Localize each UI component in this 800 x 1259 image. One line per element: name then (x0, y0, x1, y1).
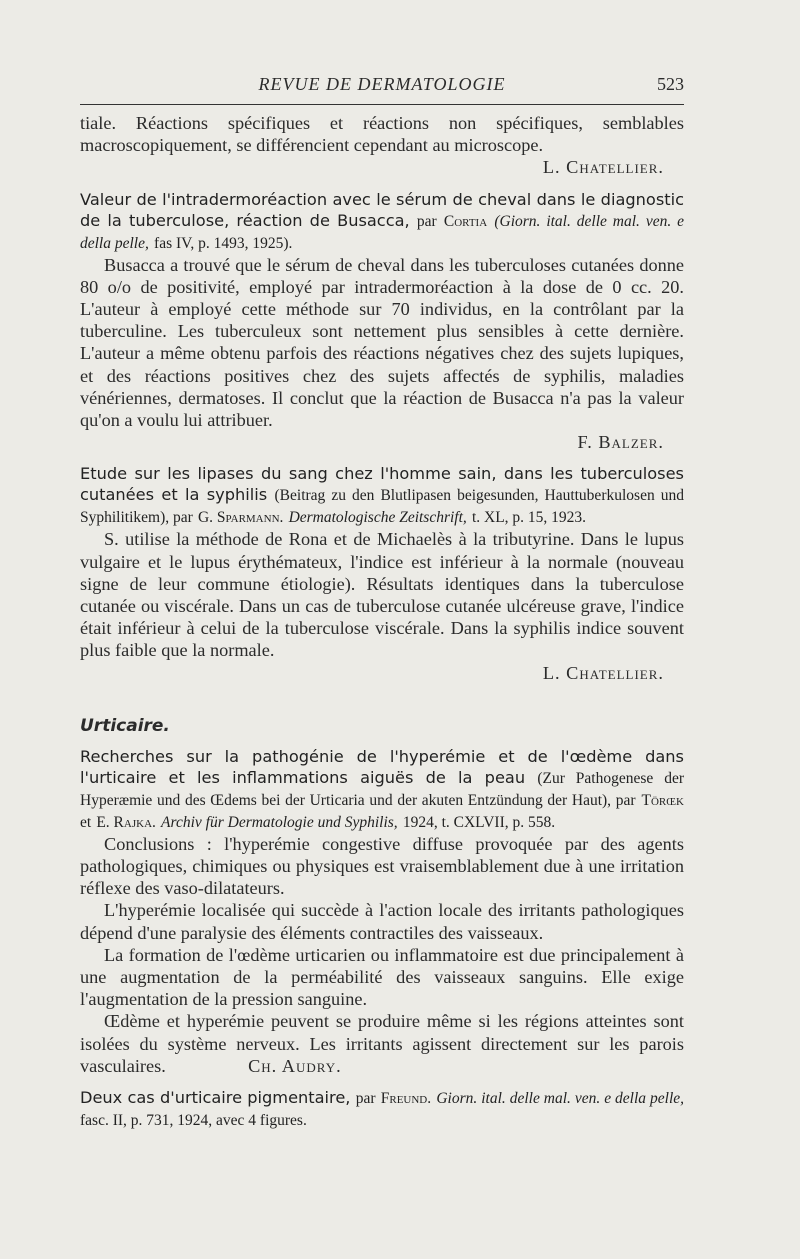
intro-paragraph: tiale. Réactions spécifiques et réactions non spécifiques, semblables macroscopiquement, se différencient cependant au microscope. (80, 113, 684, 156)
signature-text: F. Balzer. (577, 432, 664, 453)
article3-title: Recherches sur la pathogénie de l'hyperémie et de l'œdème dans l'urticaire et les inflammations aiguës de la peau (80, 746, 684, 787)
signature-text: L. Chatellier. (542, 157, 664, 178)
article2-author: G. Sparmann. (197, 509, 284, 527)
article3-paragraph-3: La formation de l'œdème urticarien ou inflammatoire est due principalement à une augmentation de la perméabilité des vaisseaux sanguins. Elle exige l'augmentation de la pression sanguine. (80, 944, 684, 1010)
article4-par: par (355, 1090, 376, 1108)
article3-source: (Zur Pathogenese der Hyperæmie und des Œdems bei der Urticaria und der akuten Entzündung der Haut), par (80, 769, 684, 809)
article2-title: Etude sur les lipases du sang chez l'homme sain, dans les tuberculoses cutanées et la syphilis (80, 464, 684, 505)
article4-title: Deux cas d'urticaire pigmentaire, (80, 1088, 351, 1108)
article4-ref: fasc. II, p. 731, 1924, avec 4 figures. (80, 1112, 307, 1130)
article1-body: Busacca a trouvé que le sérum de cheval dans les tuberculoses cutanées donne 80 o/o de positivité, employé par intradermoréaction à la dose de 0 cc. 20. L'auteur à employé cette méthode sur 70 individus, en la contrôlant par la tuberculine. Les tuberculeux sont nettement plus sensibles à cette dernière. L'auteur a même obtenu parfois des réactions négatives chez des sujets lupiques, et des réactions positives chez des sujets affectés de syphilis, maladies vénériennes, dermatoses. Il conclut que la réaction de Busacca n'a pas la valeur qu'on a voulu lui attribuer. (80, 254, 684, 431)
running-header (80, 70, 684, 100)
article3-signature: Ch. Audry. (248, 1055, 342, 1076)
signature-text: L. Chatellier. (542, 662, 664, 683)
article3-paragraph-2: L'hyperémie localisée qui succède à l'action locale des irritants pathologiques dépend d'une paralysie des éléments contractiles des vaisseaux. (80, 900, 684, 943)
journal-title: REVUE DE DERMATOLOGIE (258, 74, 506, 94)
article3-author2: E. Rajka. (96, 813, 156, 831)
article3-journal: Archiv für Dermatologie und Syphilis, (161, 813, 398, 831)
article1-journal: (Giorn. ital. delle mal. ven. e della pelle, (80, 212, 684, 252)
article1-author: Cortia (443, 212, 488, 230)
article2-source: (Beitrag zu den Blutlipasen beigesunden, Hauttuberkulosen und Syphilitikem), par (80, 487, 684, 527)
article3-paragraph-4 (80, 1010, 684, 1077)
article2-journal: Dermatologische Zeitschrift, (288, 509, 467, 527)
article1-par: par (416, 212, 437, 230)
page-number: 523 (657, 74, 684, 94)
article2-heading (80, 463, 684, 528)
article3-author1: Törœk (641, 791, 684, 809)
article1-signature (80, 431, 684, 453)
article3-paragraph-1: Conclusions : l'hyperémie congestive diffuse provoquée par des agents pathologiques, chimiques ou physiques est vraisemblablement due à une irritation réflexe des vaso-dilatateurs. (80, 833, 684, 899)
article3-p4-text: Œdème et hyperémie peuvent se produire même si les régions atteintes sont isolées du système nerveux. Les irritants agissent directement sur les parois vasculaires. (80, 1011, 684, 1076)
article1-ref: fas IV, p. 1493, 1925). (154, 234, 293, 252)
article2-ref: t. XL, p. 15, 1923. (471, 509, 587, 527)
text-column (80, 112, 684, 1131)
section-title: Urticaire. (80, 715, 170, 736)
article3-et: et (80, 813, 92, 831)
article1-heading (80, 189, 684, 254)
article2-signature (80, 662, 684, 684)
article3-heading (80, 746, 684, 833)
article3-ref: 1924, t. CXLVII, p. 558. (402, 813, 556, 831)
article4-heading (80, 1087, 684, 1131)
article4-author: Freund. (380, 1090, 432, 1108)
article4-journal: Giorn. ital. delle mal. ven. e della pelle, (436, 1090, 684, 1108)
article1-title: Valeur de l'intradermoréaction avec le sérum de cheval dans le diagnostic de la tuberculose, réaction de Busacca, (80, 189, 684, 230)
intro-signature (80, 156, 684, 178)
header-rule (80, 104, 684, 105)
article2-body: S. utilise la méthode de Rona et de Michaelès à la tributyrine. Dans le lupus vulgaire et le lupus érythémateux, l'indice est inférieur à la normale (nouveau signe de leur commune étiologie). Résultats identiques dans la tuberculose cutanée ou viscérale. Dans un cas de tuberculose cutanée ulcéreuse grave, l'indice était inférieur à celui de la tuberculose viscérale. Dans la syphilis indice souvent plus faible que la normale. (80, 529, 684, 661)
